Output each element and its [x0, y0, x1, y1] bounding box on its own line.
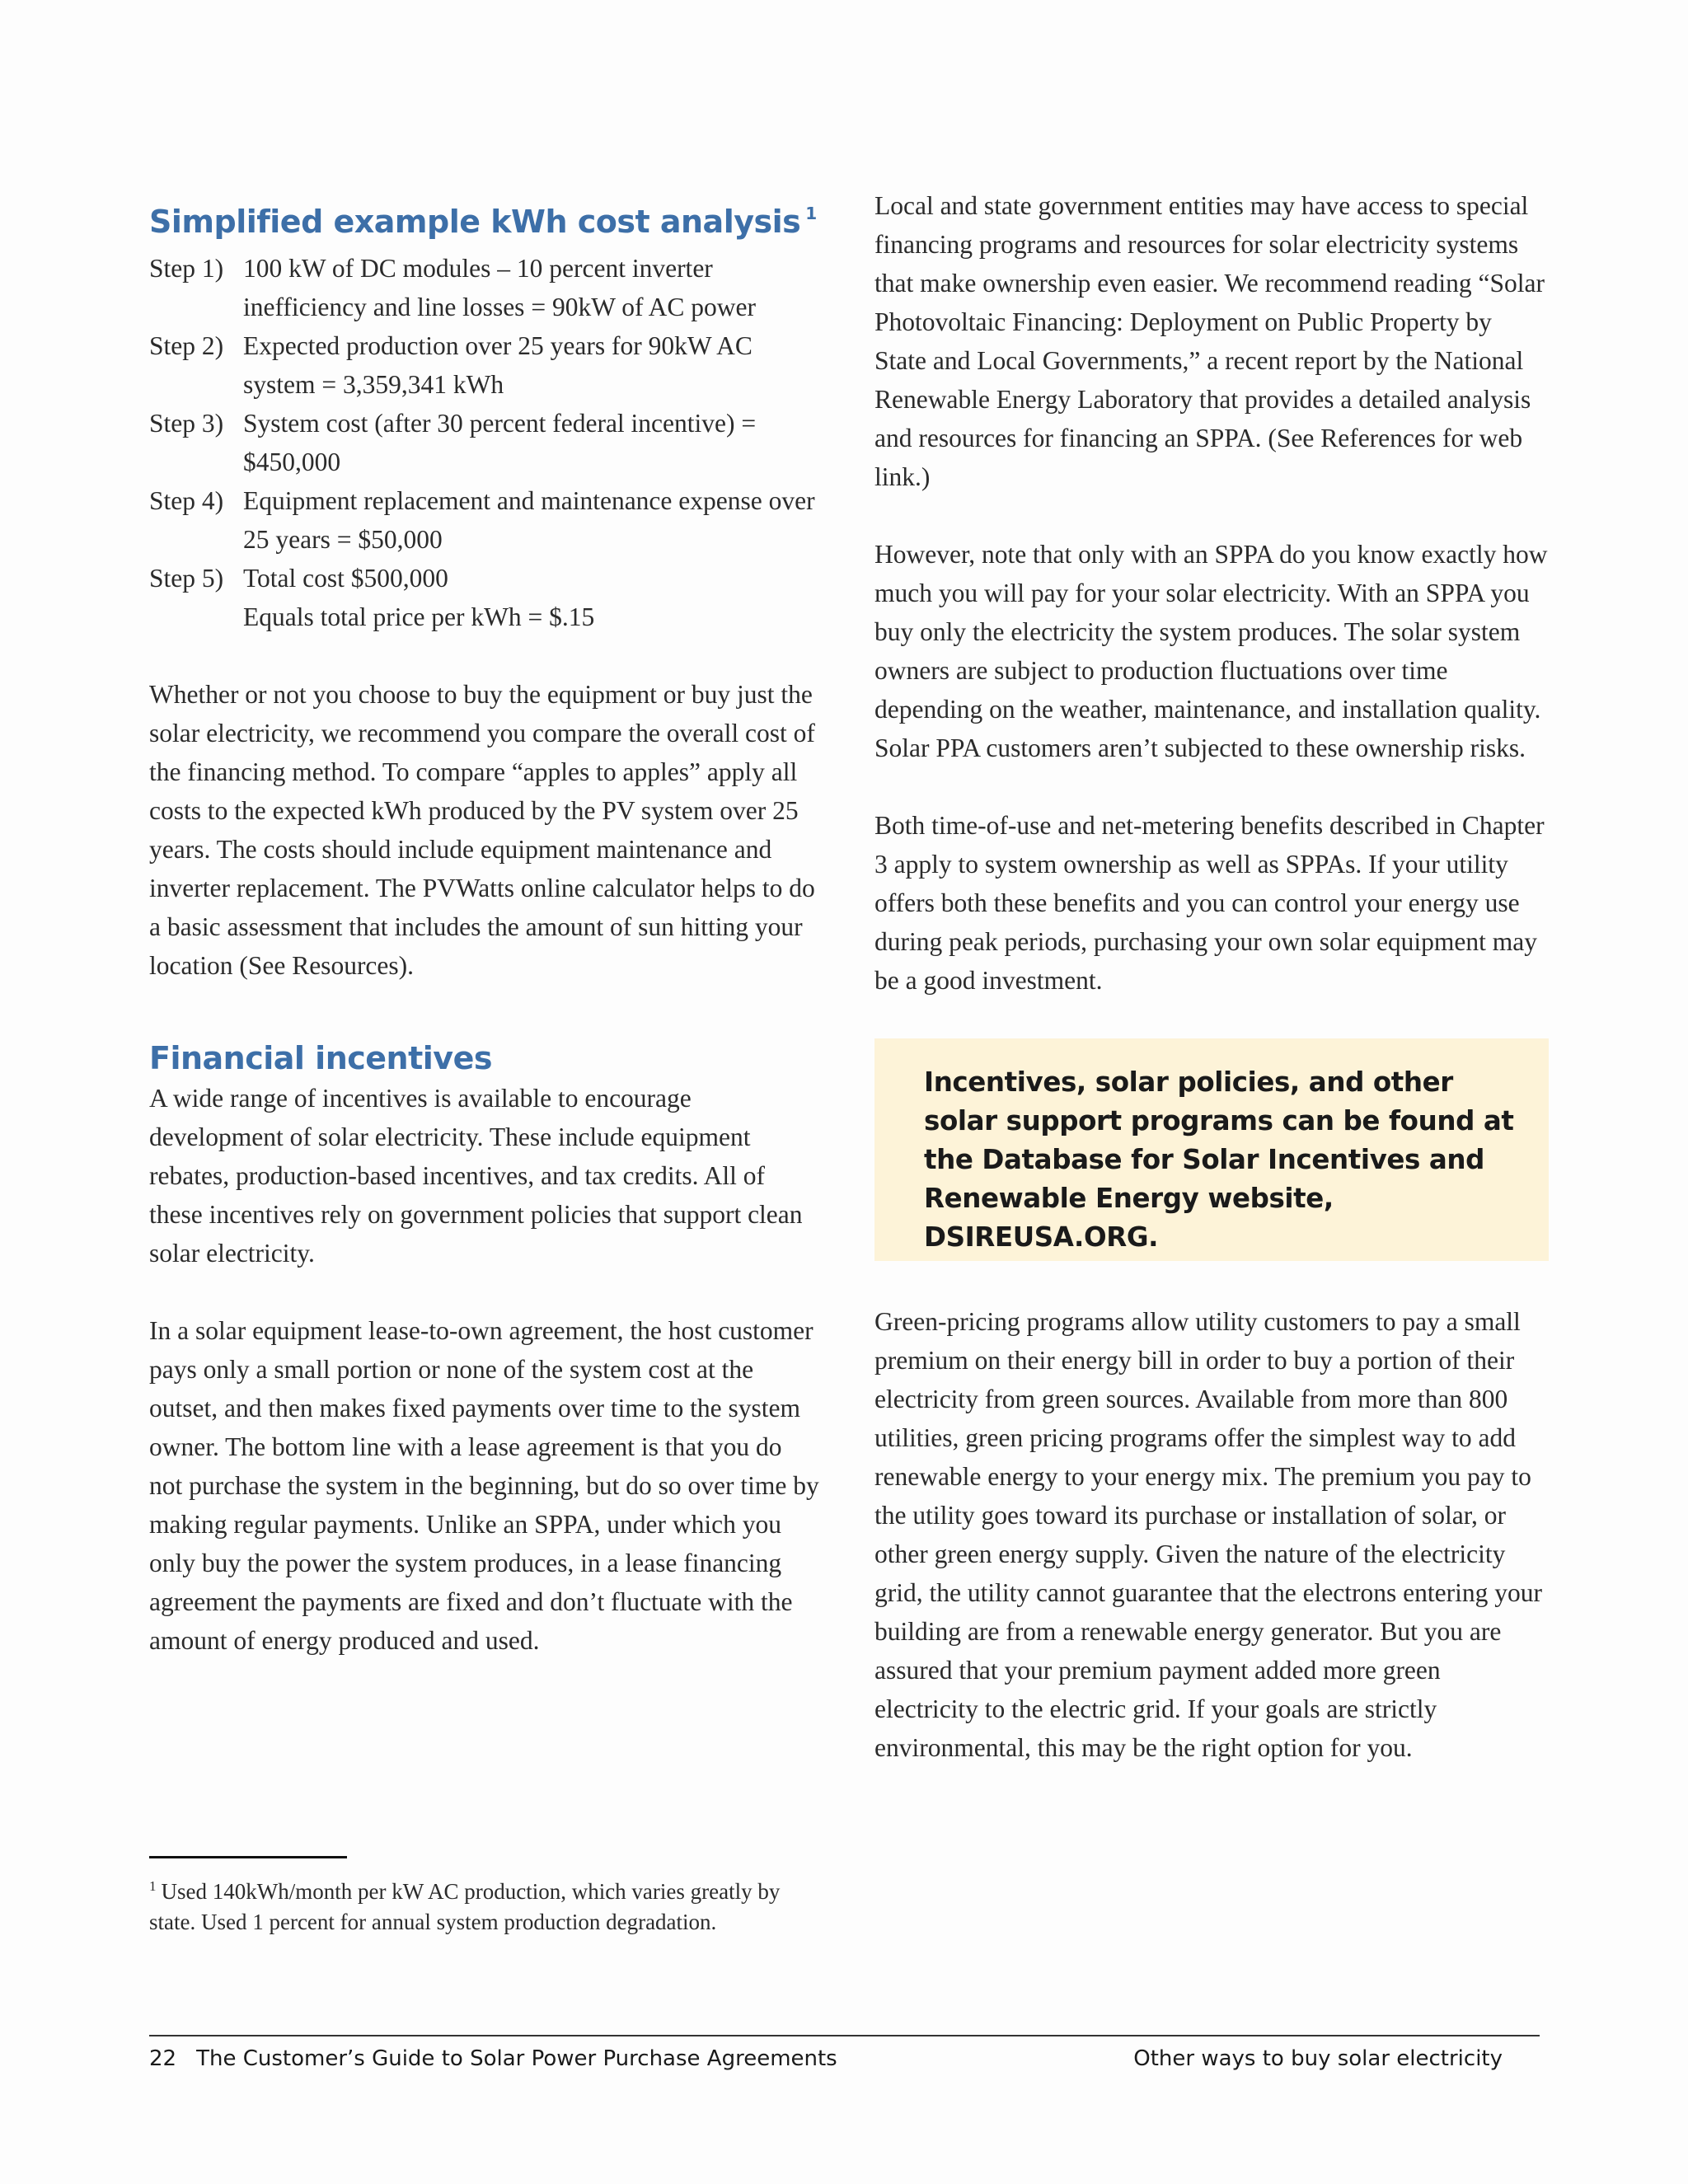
footer-divider	[149, 2035, 1540, 2036]
dsire-callout-box	[874, 1038, 1549, 1261]
step-1: Step 1) 100 kW of DC modules – 10 percent inverter inefficiency and line losses = 90kW of AC power	[149, 254, 756, 321]
government-financing-paragraph: Local and state government entities may have access to special financing programs and resources for solar electricity systems that make ownership even easier. We recommend reading “Solar Photovoltaic Financing: Deployment on Public Property by State and Local Governments,” a recent report by the National Renewable Energy Laboratory that provides a detailed analysis and resources for financing an SPPA. (See References for web link.)	[874, 191, 1545, 491]
step-3: Step 3) System cost (after 30 percent federal incentive) = $450,000	[149, 409, 757, 476]
callout-text: Incentives, solar policies, and other solar support programs can be found at the Database for Solar Incentives and Renewable Energy website, DSIREUSA.ORG.	[924, 1066, 1514, 1253]
left-column	[149, 186, 821, 1660]
compare-costs-paragraph: Whether or not you choose to buy the equipment or buy just the solar electricity, we recommend you compare the overall cost of the financing method. To compare “apples to apples” apply all costs to the expected kWh produced by the PV system over 25 years. The costs should include equipment maintenance and inverter replacement. The PVWatts online calculator helps to do a basic assessment that includes the amount of sun hitting your location (See Resources).	[149, 680, 815, 980]
step-4: Step 4) Equipment replacement and maintenance expense over 25 years = $50,000	[149, 486, 815, 554]
cost-analysis-heading: Simplified example kWh cost analysis $^1$	[149, 204, 817, 240]
right-column	[874, 186, 1549, 1767]
footnote-mark: 1	[149, 1878, 157, 1894]
green-pricing-paragraph: Green-pricing programs allow utility customers to pay a small premium on their energy bill in order to buy a portion of their electricity from green sources. Available from more than 800 utilities, green pricing programs offer the simplest way to add renewable energy to your energy mix. The premium you pay to the utility goes toward its purchase or installation of solar, or other green energy supply. Given the nature of the electricity grid, the utility cannot guarantee that the electrons entering your building are from a renewable energy generator. But you are assured that your premium payment added more green electricity to the electric grid. If your goals are strictly environmental, this may be the right option for you.	[874, 1307, 1542, 1762]
step-5: Step 5) Total cost $500,000	[149, 564, 448, 593]
incentives-paragraph: A wide range of incentives is available to encourage development of solar electricity. These include equipment rebates, production-based incentives, and tax credits. All of these incentives rely on government policies that support clean solar electricity.	[149, 1084, 803, 1268]
publication-title: The Customer’s Guide to Solar Power Purchase Agreements	[196, 2046, 837, 2071]
footnote	[149, 1871, 792, 1938]
cost-steps-list	[149, 249, 821, 636]
lease-paragraph: In a solar equipment lease-to-own agreement, the host customer pays only a small portion or none of the system cost at the outset, and then makes fixed payments over time to the system owner. The bottom line with a lease agreement is that you do not purchase the system in the beginning, but do so over time by making regular payments. Unlike an SPPA, under which you only buy the power the system produces, in a lease financing agreement the payments are fixed and don’t fluctuate with the amount of energy produced and used.	[149, 1316, 819, 1655]
footnote-reference: 1	[805, 204, 817, 223]
time-of-use-paragraph: Both time-of-use and net-metering benefits described in Chapter 3 apply to system ownership as well as SPPAs. If your utility offers both these benefits and you can control your energy use during peak periods, purchasing your own solar equipment may be a good investment.	[874, 811, 1545, 995]
page-footer	[149, 2042, 1503, 2075]
section-title: Other ways to buy solar electricity	[1133, 2046, 1503, 2071]
step-2: Step 2) Expected production over 25 years for 90kW AC system = 3,359,341 kWh	[149, 331, 753, 399]
step-result: Equals total price per kWh = $.15	[243, 602, 595, 631]
footnote-text: Used 140kWh/month per kW AC production, which varies greatly by state. Used 1 percent for annual system production degradation.	[149, 1879, 781, 1934]
page-number: 22	[149, 2046, 177, 2071]
financial-incentives-heading: Financial incentives	[149, 1040, 492, 1076]
sppa-risk-paragraph: However, note that only with an SPPA do you know exactly how much you will pay for your solar electricity. With an SPPA you buy only the electricity the system produces. The solar system owners are subject to production fluctuations over time depending on the weather, maintenance, and installation quality. Solar PPA customers aren’t subjected to these ownership risks.	[874, 540, 1548, 762]
footnote-divider	[149, 1856, 347, 1858]
